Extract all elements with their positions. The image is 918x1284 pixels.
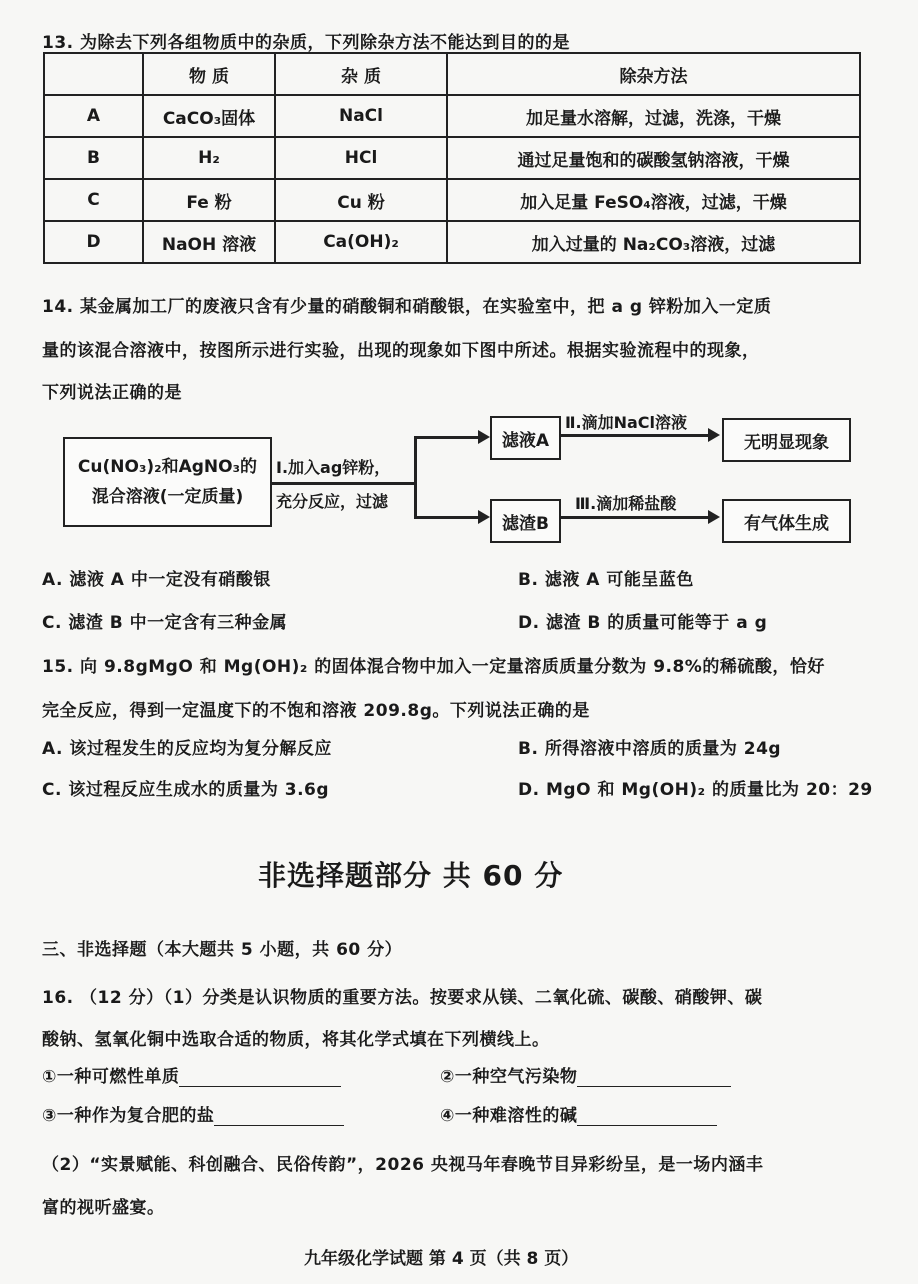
q14-stem-line1: 14. 某金属加工厂的废液只含有少量的硝酸铜和硝酸银，在实验室中，把 a g 锌粉加入一定质 [42,297,772,317]
q16-answer-blank-4[interactable] [577,1107,717,1126]
q16-part2-line2: 富的视听盛宴。 [42,1198,165,1218]
q14-stem-line3: 下列说法正确的是 [42,383,182,403]
table-row [44,95,860,137]
q13-table [43,52,861,264]
row-option: B [44,137,143,179]
q16-blank4-row [440,1101,717,1126]
q16-blank2-label: ②一种空气污染物 [440,1067,578,1087]
start-line2: 混合溶液(一定质量) [91,487,244,507]
q14-stem-line2: 量的该混合溶液中，按图所示进行实验，出现的现象如下图中所述。根据实验流程中的现象， [42,341,760,361]
q15-option-a: A. 该过程发生的反应均为复分解反应 [42,739,332,759]
section-title: 非选择题部分 共 60 分 [258,859,564,892]
page-footer: 九年级化学试题 第 4 页（共 8 页） [304,1249,579,1269]
row-substance: H₂ [143,137,275,179]
branch-bottom-line [414,516,486,519]
row-substance: Fe 粉 [143,179,275,221]
q16-blank2-row [440,1062,731,1087]
table-row [44,179,860,221]
arrowhead-icon [478,510,490,524]
q16-answer-blank-3[interactable] [214,1107,344,1126]
step2-label: Ⅱ.滴加NaCl溶液 [565,413,688,432]
q16-blank4-label: ④一种难溶性的碱 [440,1106,578,1126]
q14-option-c: C. 滤渣 B 中一定含有三种金属 [42,613,288,633]
step1-line1: Ⅰ.加入ag锌粉， [276,458,391,477]
row-method: 加足量水溶解，过滤，洗涤，干燥 [447,95,860,137]
q16-answer-blank-1[interactable] [179,1068,341,1087]
step1-line2: 充分反应，过滤 [276,492,389,511]
row-method: 加入过量的 Na₂CO₃溶液，过滤 [447,221,860,263]
q16-blank1-label: ①一种可燃性单质 [42,1067,180,1087]
header-substance: 物 质 [143,53,275,95]
start-solution-box [63,437,272,527]
step3-label: Ⅲ.滴加稀盐酸 [575,494,677,513]
section-subtitle: 三、非选择题（本大题共 5 小题，共 60 分） [42,940,403,960]
q16-part2-line1: （2）“实景赋能、科创融合、民俗传韵”，2026 央视马年春晚节目异彩纷呈，是一场内涵丰 [42,1155,764,1175]
q14-option-a: A. 滤液 A 中一定没有硝酸银 [42,570,271,590]
filtrate-a-box: 滤液A [490,416,561,460]
row-option: D [44,221,143,263]
arrowhead-icon [708,428,720,442]
q13-stem: 13. 为除去下列各组物质中的杂质，下列除杂方法不能达到目的的是 [42,33,571,53]
q16-line1: 16. （12 分）（1）分类是认识物质的重要方法。按要求从镁、二氧化硫、碳酸、硝酸钾、碳 [42,988,763,1008]
row-option: A [44,95,143,137]
step1-arrow-line [270,482,415,485]
row-impurity: NaCl [275,95,447,137]
row-substance: NaOH 溶液 [143,221,275,263]
row-impurity: Cu 粉 [275,179,447,221]
step3-arrow-line [560,516,712,519]
header-blank [44,53,143,95]
residue-b-box: 滤渣B [490,499,561,543]
q16-line2: 酸钠、氢氧化铜中选取合适的物质，将其化学式填在下列横线上。 [42,1030,550,1050]
header-impurity: 杂 质 [275,53,447,95]
row-substance: CaCO₃固体 [143,95,275,137]
result-gas-box: 有气体生成 [722,499,851,543]
q16-blank3-label: ③一种作为复合肥的盐 [42,1106,215,1126]
q16-blank1-row [42,1062,341,1087]
q15-stem-line2: 完全反应，得到一定温度下的不饱和溶液 209.8g。下列说法正确的是 [42,701,590,721]
arrowhead-icon [478,430,490,444]
start-line1: Cu(NO₃)₂和AgNO₃的 [77,457,258,477]
q15-option-d: D. MgO 和 Mg(OH)₂ 的质量比为 20：29 [518,780,873,800]
q15-option-c: C. 该过程反应生成水的质量为 3.6g [42,780,330,800]
q14-option-b: B. 滤液 A 可能呈蓝色 [518,570,694,590]
result-no-change-box: 无明显现象 [722,418,851,462]
table-row [44,137,860,179]
q14-option-d: D. 滤渣 B 的质量可能等于 a g [518,613,768,633]
row-option: C [44,179,143,221]
q15-stem-line1: 15. 向 9.8gMgO 和 Mg(OH)₂ 的固体混合物中加入一定量溶质质量分数为 9.8%的稀硫酸，恰好 [42,657,825,677]
branch-vertical-line [414,436,417,518]
branch-top-line [414,436,486,439]
q15-option-b: B. 所得溶液中溶质的质量为 24g [518,739,782,759]
step2-arrow-line [560,434,712,437]
arrowhead-icon [708,510,720,524]
row-impurity: HCl [275,137,447,179]
q16-answer-blank-2[interactable] [577,1068,731,1087]
header-method: 除杂方法 [447,53,860,95]
row-method: 通过足量饱和的碳酸氢钠溶液，干燥 [447,137,860,179]
row-method: 加入足量 FeSO₄溶液，过滤，干燥 [447,179,860,221]
q16-blank3-row [42,1101,344,1126]
row-impurity: Ca(OH)₂ [275,221,447,263]
table-row [44,221,860,263]
